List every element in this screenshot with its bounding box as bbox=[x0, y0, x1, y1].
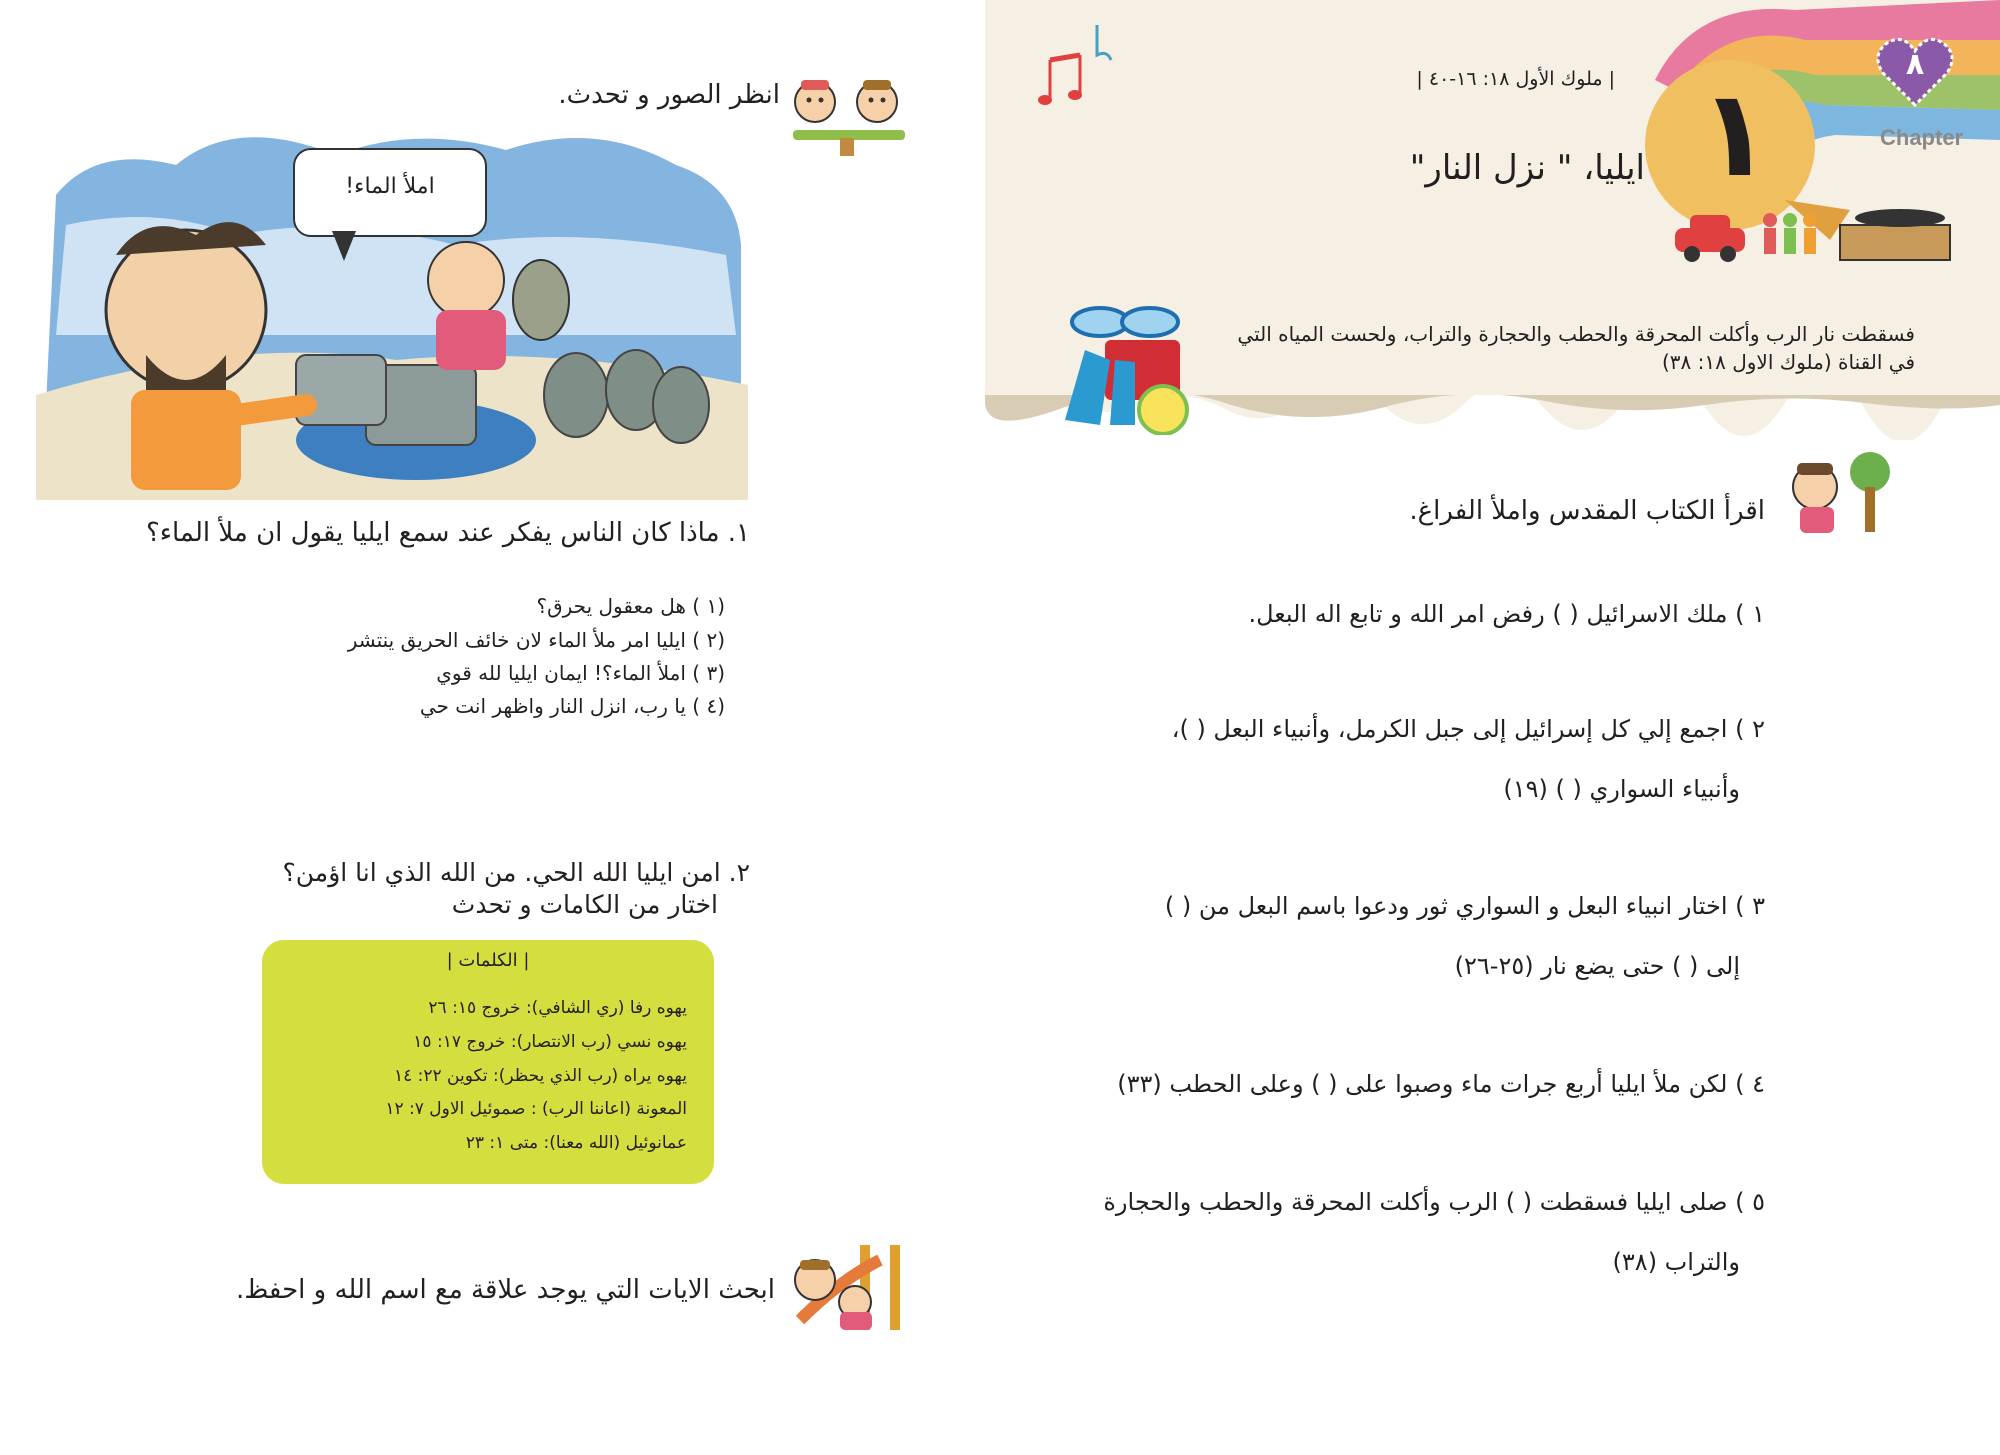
question-2-instruction: اختار من الكامات و تحدث bbox=[451, 890, 718, 919]
speech-bubble bbox=[293, 148, 487, 237]
left-page bbox=[0, 0, 985, 1455]
kids-seesaw-icon bbox=[785, 72, 911, 162]
instruction-read: اقرأ الكتاب المقدس واملأ الفراغ. bbox=[1409, 496, 1765, 526]
fill-item-5-line-1: ٥ ) صلى ايليا فسقطت ( ) الرب وأكلت المحرقة والحطب والحجارة bbox=[1103, 1188, 1765, 1216]
word-item-1: يهوه رفا (ري الشافي): خروج ١٥: ٢٦ bbox=[428, 998, 687, 1018]
word-item-3: يهوه يراه (رب الذي يحظر): تكوين ٢٢: ١٤ bbox=[393, 1066, 687, 1086]
right-page bbox=[985, 0, 2000, 1455]
chapter-number: ١ bbox=[1698, 65, 1772, 204]
fill-item-4: ٤ ) لكن ملأ ايليا أربع جرات ماء وصبوا على ( ) وعلى الحطب (٣٣) bbox=[1117, 1070, 1765, 1098]
option-4: (٤ ) يا رب، انزل النار واظهر انت حي bbox=[419, 694, 725, 718]
kids-slide-icon bbox=[780, 1240, 910, 1335]
words-box-title: | الكلمات | bbox=[446, 950, 530, 971]
fill-item-3-line-2: إلى ( ) حتى يضع نار (٢٥-٢٦) bbox=[1454, 952, 1740, 980]
fill-item-5-line-2: والتراب (٣٨) bbox=[1612, 1248, 1740, 1276]
fill-item-2-line-2: وأنبياء السواري ( ) (١٩) bbox=[1503, 775, 1740, 803]
heart-badge bbox=[1875, 35, 1955, 110]
verse-line-1: فسقطت نار الرب وأكلت المحرقة والحطب والحجارة والتراب، ولحست المياه التي bbox=[1237, 322, 1915, 346]
fill-item-1: ١ ) ملك الاسرائيل ( ) رفض امر الله و تابع اله البعل. bbox=[1248, 600, 1765, 628]
option-2: (٢ ) ايليا امر ملأ الماء لان خائف الحريق ينتشر bbox=[347, 628, 725, 652]
question-2: ٢. امن ايليا الله الحي. من الله الذي انا اؤمن؟ bbox=[282, 858, 750, 887]
beach-toys-icon bbox=[1055, 300, 1190, 435]
fill-item-3-line-1: ٣ ) اختار انبياء البعل و السواري ثور ودعوا باسم البعل من ( ) bbox=[1164, 892, 1765, 920]
option-1: (١ ) هل معقول يحرق؟ bbox=[536, 594, 725, 618]
verse-line-2: في القناة (ملوك الاول ١٨: ٣٨) bbox=[1661, 350, 1915, 374]
instruction-look: انظر الصور و تحدث. bbox=[558, 80, 780, 110]
scripture-reference: | ملوك الأول ١٨: ١٦-٤٠ | bbox=[1416, 68, 1615, 90]
speech-bubble-tail bbox=[332, 231, 356, 261]
word-item-2: يهوه نسي (رب الانتصار): خروج ١٧: ١٥ bbox=[413, 1032, 687, 1052]
instruction-search: ابحث الايات التي يوجد علاقة مع اسم الله و احفظ. bbox=[235, 1275, 775, 1305]
fill-item-2-line-1: ٢ ) اجمع إلي كل إسرائيل إلى جبل الكرمل، وأنبياء البعل ( )، bbox=[1171, 715, 1765, 743]
music-notes-icon bbox=[1035, 20, 1115, 110]
option-3: (٣ ) املأ الماء؟! ايمان ايليا لله قوي bbox=[436, 661, 725, 685]
word-item-5: عمانوئيل (الله معنا): متى ١: ٢٣ bbox=[465, 1133, 687, 1153]
words-box bbox=[262, 940, 714, 1184]
toys-decoration bbox=[1670, 190, 1970, 270]
chapter-word: Chapter bbox=[1880, 125, 1964, 150]
question-1: ١. ماذا كان الناس يفكر عند سمع ايليا يقول ان ملأ الماء؟ bbox=[145, 518, 750, 548]
child-tree-icon bbox=[1775, 447, 1895, 537]
heart-number: ٨ bbox=[1905, 47, 1925, 82]
word-item-4: المعونة (اعاننا الرب) : صموئيل الاول ٧: ١٢ bbox=[385, 1099, 687, 1119]
speech-bubble-text: املأ الماء! bbox=[345, 174, 435, 199]
lesson-title: ايليا، " نزل النار" bbox=[1409, 148, 1645, 188]
